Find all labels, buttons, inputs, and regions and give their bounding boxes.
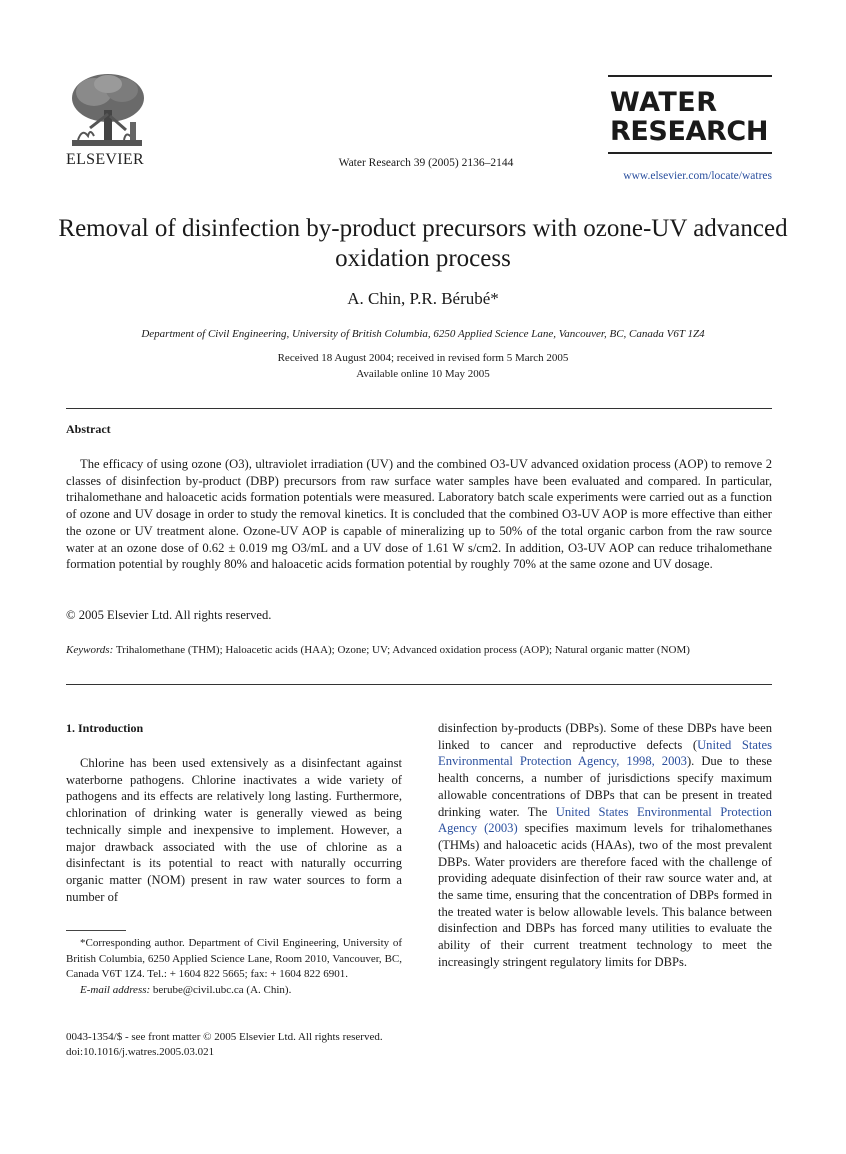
author-affiliation: Department of Civil Engineering, University of British Columbia, 6250 Applied Science Lane, Vancouver, BC, Canada V6T 1Z4 xyxy=(141,328,705,340)
paper-title: Removal of disinfection by-product precursors with ozone-UV advanced oxidation process xyxy=(58,215,788,272)
intro-paragraph-left: Chlorine has been used extensively as a disinfectant against waterborne pathogens. Chlorine inactivates a wide variety of pathogens and its effects are relatively long lasting. Furthermore, chlorination of drinking water is generally viewed as being technically simple and inexpensive to implement. However, a major drawback associated with the use of chlorine as a disinfectant is its potential to react with naturally occurring organic matter (NOM) present in raw water sources to form a number of xyxy=(66,756,402,904)
abstract-heading: Abstract xyxy=(66,422,111,436)
journal-logo-word-1: WATER xyxy=(610,87,718,118)
article-dates xyxy=(0,350,846,382)
divider-bottom xyxy=(66,684,772,685)
footnote-divider xyxy=(66,930,126,931)
abstract-paragraph: The efficacy of using ozone (O3), ultraviolet irradiation (UV) and the combined O3-UV advanced oxidation process (AOP) to remove 2 classes of disinfection by-product (DBP) precursors from raw surface water samples have been evaluated and compared. In particular, trihalomethane and haloacetic acids formation potentials were measured. Laboratory batch scale experiments were carried out as a function of ozone and UV dosage in order to study the removal kinetics. It is concluded that the combined O3-UV AOP is more effective than either the ozone or UV treatment alone. Ozone-UV AOP is capable of mineralizing up to 50% of the total organic carbon from the raw source water at an ozone dose of 0.62 ± 0.019 mg O3/mL and a UV dose of 1.61 W s/cm2. In addition, O3-UV AOP can reduce trihalomethane formation potential by roughly 80% and haloacetic acids formation potential by roughly 70% at the same ozone and UV dosage. xyxy=(66,457,772,572)
abstract-text xyxy=(66,456,772,573)
journal-logo-word-2: RESEARCH xyxy=(610,116,769,147)
doi-line: doi:10.1016/j.watres.2005.03.021 xyxy=(66,1046,215,1058)
corresponding-author-footnote xyxy=(66,936,402,998)
publisher-name: ELSEVIER xyxy=(66,151,144,168)
intro-text-part-2: ). Due to these health concerns, a number of jurisdictions specify maximum allowable concentrations of DBPs that can be present in treated drinking water. The xyxy=(438,754,772,819)
keywords-text: Trihalomethane (THM); Haloacetic acids (HAA); Ozone; UV; Advanced oxidation process (AOP); Natural organic matter (NOM) xyxy=(115,644,690,656)
email-label: E-mail address: xyxy=(80,983,151,996)
elsevier-tree-logo xyxy=(64,70,150,152)
divider-top xyxy=(66,408,772,409)
author-list: A. Chin, P.R. Bérubé* xyxy=(347,289,499,308)
journal-logo-rule-bottom xyxy=(608,152,772,154)
left-column-text xyxy=(66,755,402,905)
received-dates: Received 18 August 2004; received in revised form 5 March 2005 xyxy=(277,352,569,364)
online-date: Available online 10 May 2005 xyxy=(356,368,490,380)
keywords-label: Keywords: xyxy=(66,644,114,656)
intro-text-part-3: specifies maximum levels for trihalomethanes (THMs) and haloacetic acids (HAAs), two of the most prevalent DBPs. Water providers are therefore faced with the challenge of providing adequate disinfection of their raw source water and, at the same time, ensuring that the concentration of DBPs formed in the treated water is below allowable levels. This balance between disinfection and DBPs has forced many utilities to evaluate the ability of their current treatment technology to meet the increasingly stringent regulatory limits for DBPs. xyxy=(438,821,772,969)
citation-link-epa-1998-2003[interactable]: United States Environmental Protection Agency, 1998, 2003 xyxy=(438,737,772,769)
abstract-copyright: © 2005 Elsevier Ltd. All rights reserved. xyxy=(66,608,272,622)
citation-link-epa-2003[interactable]: United States Environmental Protection Agency (2003) xyxy=(438,804,772,836)
email-address: berube@civil.ubc.ca (A. Chin). xyxy=(152,983,292,996)
journal-logo-rule-top xyxy=(608,75,772,77)
issn-line: 0043-1354/$ - see front matter © 2005 Elsevier Ltd. All rights reserved. xyxy=(66,1031,383,1043)
journal-citation: Water Research 39 (2005) 2136–2144 xyxy=(338,157,514,169)
footnote-text: *Corresponding author. Department of Civil Engineering, University of British Columbia, 6250 Applied Science Lane, Room 2010, Vancouver, BC, Canada V6T 1Z4. Tel.: + 1604 822 5665; fax: + 1604 822 6901. xyxy=(66,937,402,981)
journal-url-link[interactable]: www.elsevier.com/locate/watres xyxy=(623,170,772,182)
intro-paragraph-right xyxy=(438,720,772,971)
front-matter xyxy=(66,1030,383,1060)
intro-text-part-1: disinfection by-products (DBPs). Some of these DBPs have been linked to cancer and reproductive defects ( xyxy=(438,721,772,752)
keywords xyxy=(66,643,772,658)
section-heading-introduction: 1. Introduction xyxy=(66,721,144,735)
right-column-text xyxy=(438,720,772,971)
